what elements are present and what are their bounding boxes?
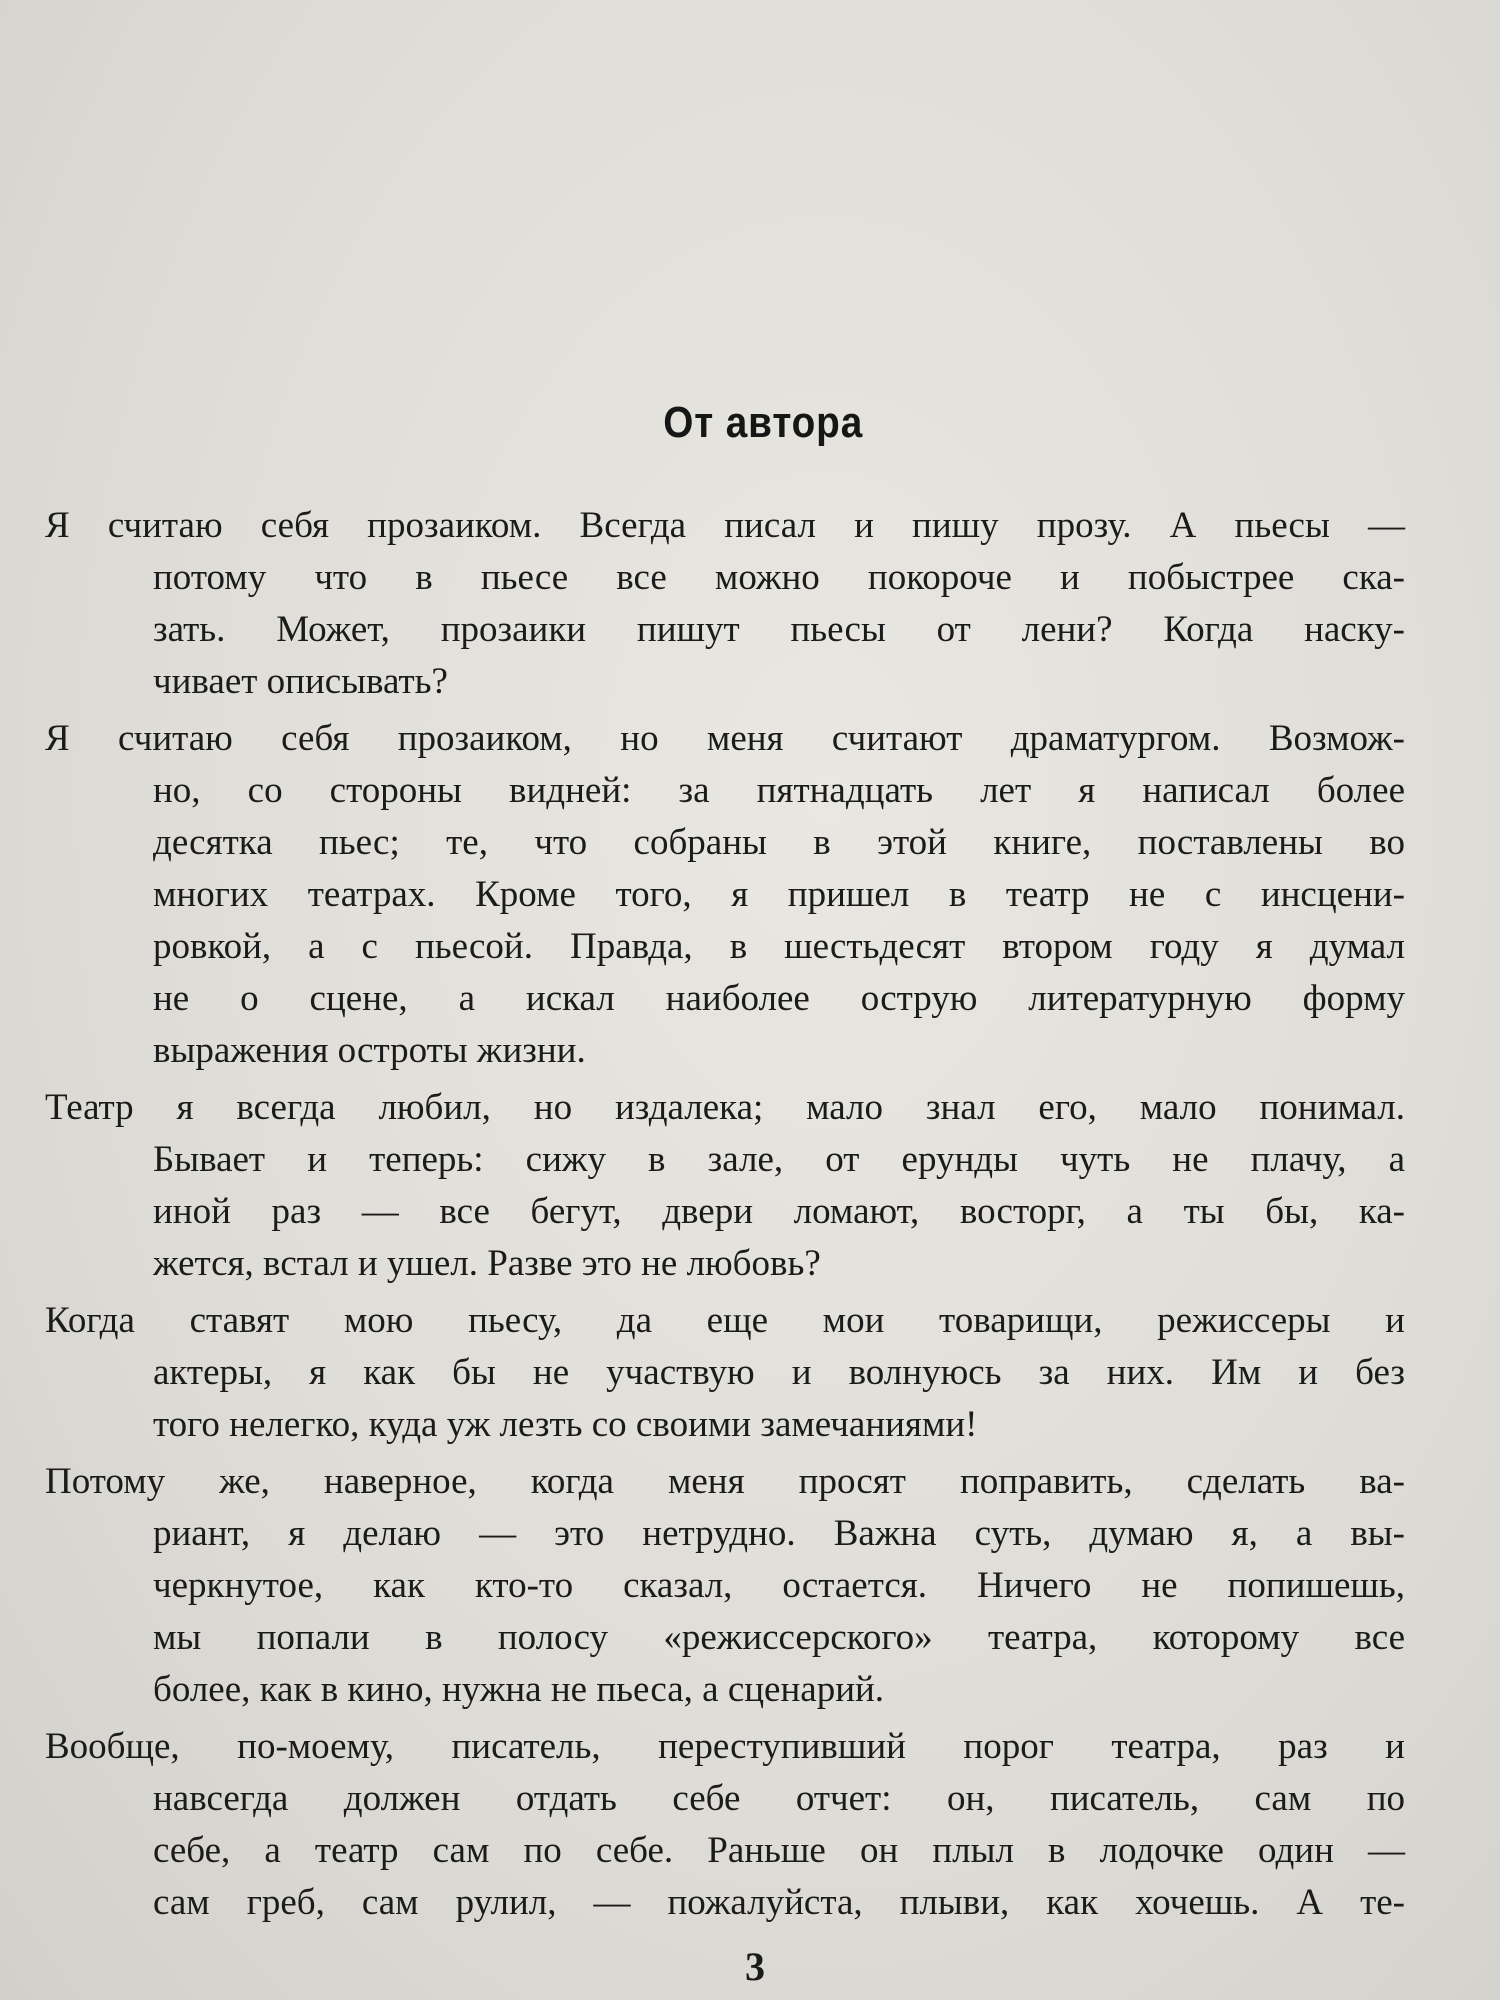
body-text bbox=[45, 500, 1405, 1934]
text-line: того нелегко, куда уж лезть со своими замечаниями! bbox=[153, 1404, 978, 1445]
text-line: потому что в пьесе все можно покороче и побыстрее ска- bbox=[153, 557, 1405, 598]
text-line: сам греб, сам рулил, — пожалуйста, плыви, как хочешь. А те- bbox=[153, 1882, 1405, 1923]
text-line: актеры, я как бы не участвую и волнуюсь за них. Им и без bbox=[153, 1352, 1405, 1393]
text-line: выражения остроты жизни. bbox=[153, 1030, 586, 1071]
text-line: десятка пьес; те, что собраны в этой книге, поставлены во bbox=[153, 822, 1405, 863]
paragraph-5 bbox=[45, 1456, 1405, 1716]
text-line: не о сцене, а искал наиболее острую литературную форму bbox=[153, 978, 1405, 1019]
text-line: Я считаю себя прозаиком. Всегда писал и пишу прозу. А пьесы — bbox=[45, 505, 1405, 546]
text-line: риант, я делаю — это нетрудно. Важна суть, думаю я, а вы- bbox=[153, 1513, 1405, 1554]
text-line: многих театрах. Кроме того, я пришел в театр не с инсцени- bbox=[153, 874, 1405, 915]
text-line: мы попали в полосу «режиссерского» театра, которому все bbox=[153, 1617, 1405, 1658]
paragraph-3 bbox=[45, 1082, 1405, 1290]
text-line: Когда ставят мою пьесу, да еще мои товарищи, режиссеры и bbox=[45, 1300, 1405, 1341]
text-line: навсегда должен отдать себе отчет: он, писатель, сам по bbox=[153, 1778, 1405, 1819]
page-title: От автора bbox=[663, 398, 864, 447]
text-line: но, со стороны видней: за пятнадцать лет я написал более bbox=[153, 770, 1405, 811]
text-line: Вообще, по-моему, писатель, переступивший порог театра, раз и bbox=[45, 1726, 1405, 1767]
text-line: черкнутое, как кто-то сказал, остается. Ничего не попишешь, bbox=[153, 1565, 1405, 1606]
text-line: зать. Может, прозаики пишут пьесы от лени? Когда наску- bbox=[153, 609, 1405, 650]
text-line: Я считаю себя прозаиком, но меня считают драматургом. Возмож- bbox=[45, 718, 1405, 759]
text-line: ровкой, а с пьесой. Правда, в шестьдесят втором году я думал bbox=[153, 926, 1405, 967]
text-line: Потому же, наверное, когда меня просят поправить, сделать ва- bbox=[45, 1461, 1405, 1502]
paragraph-2 bbox=[45, 713, 1405, 1077]
page-number: 3 bbox=[745, 1944, 765, 1989]
paragraph-4 bbox=[45, 1295, 1405, 1451]
text-line: Театр я всегда любил, но издалека; мало знал его, мало понимал. bbox=[45, 1087, 1405, 1128]
text-line: Бывает и теперь: сижу в зале, от ерунды чуть не плачу, а bbox=[153, 1139, 1405, 1180]
text-line: чивает описывать? bbox=[153, 661, 448, 702]
text-line: иной раз — все бегут, двери ломают, восторг, а ты бы, ка- bbox=[153, 1191, 1405, 1232]
text-line: жется, встал и ушел. Разве это не любовь? bbox=[153, 1243, 821, 1284]
text-line: себе, а театр сам по себе. Раньше он плыл в лодочке один — bbox=[153, 1830, 1405, 1871]
paragraph-6 bbox=[45, 1721, 1405, 1929]
paragraph-1 bbox=[45, 500, 1405, 708]
text-line: более, как в кино, нужна не пьеса, а сценарий. bbox=[153, 1669, 885, 1710]
